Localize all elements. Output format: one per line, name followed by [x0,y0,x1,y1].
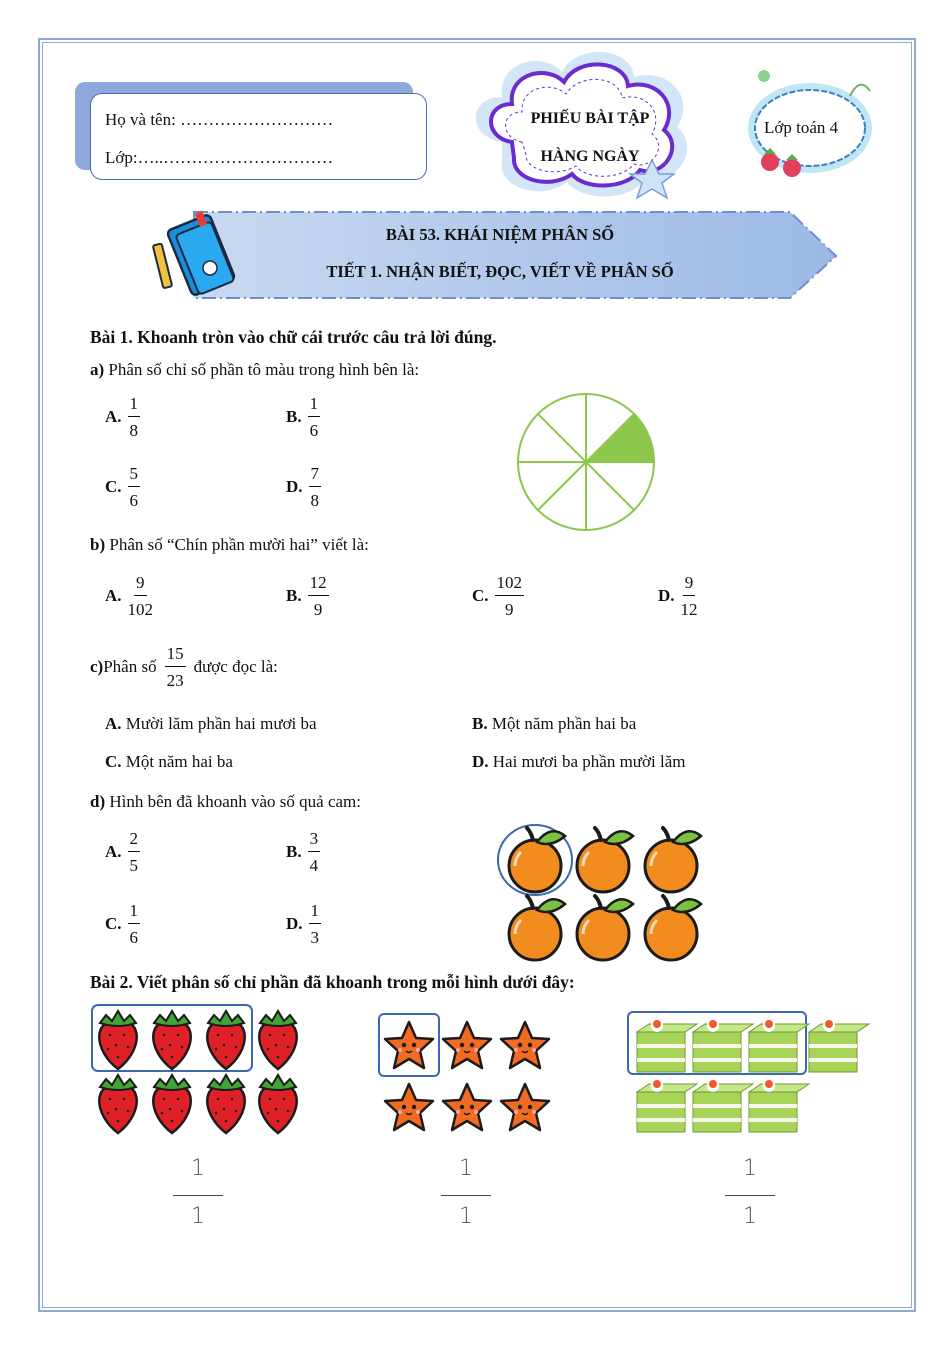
denominator: 9 [313,600,323,619]
denominator: 8 [310,491,320,510]
grade-label: Lớp toán 4 [764,118,839,137]
fraction [128,465,141,509]
numerator: 9 [683,574,696,596]
fraction [128,574,154,618]
cakes-figure [625,1008,875,1138]
fraction [495,574,525,618]
question-1c-pre: Phân số [103,657,157,676]
book-icon [152,208,242,304]
question-1d [90,792,361,812]
option-1a-C[interactable] [105,465,140,509]
option-letter: D. [286,477,303,496]
denominator: 4 [309,856,319,875]
option-letter: B. [472,714,488,733]
option-letter: C. [472,586,489,605]
numerator: 2 [128,830,141,852]
option-letter: A. [105,586,122,605]
title-banner [190,210,840,302]
cloud-line1: PHIẾU BÀI TẬP [530,110,650,127]
question-1a-text: Phân số chỉ số phần tô màu trong hình bên là: [104,360,420,379]
answer-fraction-cakes[interactable] [725,1156,775,1229]
option-text: Mười lăm phần hai mươi ba [125,714,317,733]
denominator: 1 [191,1204,205,1229]
question-1c [90,645,278,689]
denominator: 1 [459,1204,473,1229]
oranges-figure [495,822,715,967]
numerator: 9 [134,574,147,596]
option-letter: D. [658,586,675,605]
strawberries-figure [88,1003,308,1139]
option-1a-A[interactable] [105,395,140,439]
denominator: 12 [680,600,698,619]
lesson-subtitle: TIẾT 1. NHẬN BIẾT, ĐỌC, VIẾT VỀ PHÂN SỐ [326,262,674,281]
option-1b-C[interactable] [472,574,524,618]
option-1b-D[interactable] [658,574,698,618]
fraction [309,465,322,509]
option-letter: C. [105,752,122,771]
fraction [128,830,141,874]
option-1c-C[interactable] [105,752,233,772]
numerator: 1 [459,1156,473,1181]
student-class-field[interactable]: Lớp:…..………………………… [105,148,334,167]
question-1b [90,535,369,555]
denominator: 1 [743,1204,757,1229]
option-letter: D. [472,752,489,771]
option-1c-B[interactable] [472,714,636,734]
option-1a-D[interactable] [286,465,321,509]
fraction [308,574,329,618]
denominator: 6 [129,928,139,947]
fraction [681,574,698,618]
pie-eighths [512,388,660,536]
option-1d-C[interactable] [105,902,140,946]
option-letter: A. [105,407,122,426]
option-letter: A. [105,714,122,733]
denominator: 5 [129,856,139,875]
option-1b-B[interactable] [286,574,329,618]
question-1c-post: được đọc là: [193,657,278,676]
denominator: 23 [166,671,184,690]
option-1a-B[interactable] [286,395,320,439]
option-letter: C. [105,914,122,933]
answer-fraction-starfish[interactable] [441,1156,491,1229]
option-text: Một năm phần hai ba [491,714,637,733]
question-1a-label: a) [90,360,105,379]
lesson-title: BÀI 53. KHÁI NIỆM PHÂN SỐ [385,225,615,244]
option-1d-B[interactable] [286,830,320,874]
denominator: 6 [129,491,139,510]
option-text: Một năm hai ba [125,752,233,771]
exercise-2-title: Bài 2. Viết phân số chỉ phần đã khoanh trong mỗi hình dưới đây: [90,972,575,992]
fraction [309,902,322,946]
fraction [308,830,321,874]
question-1b-label: b) [90,535,106,554]
question-1a [90,360,419,380]
option-1d-A[interactable] [105,830,140,874]
question-1c-label: c) [90,657,104,676]
option-1b-A[interactable] [105,574,153,618]
starfish-figure [375,1010,565,1140]
option-letter: A. [105,842,122,861]
option-letter: D. [286,914,303,933]
denominator: 3 [310,928,320,947]
numerator: 1 [308,395,321,417]
fraction [128,902,141,946]
cloud-line2: HÀNG NGÀY [540,148,640,165]
numerator: 12 [308,574,329,596]
numerator: 1 [128,902,141,924]
fraction [308,395,321,439]
question-1d-text: Hình bên đã khoanh vào số quả cam: [105,792,362,811]
option-1c-A[interactable] [105,714,317,734]
option-letter: B. [286,586,302,605]
question-1d-label: d) [90,792,106,811]
exercise-1-title: Bài 1. Khoanh tròn vào chữ cái trước câu trả lời đúng. [90,327,497,347]
numerator: 15 [165,645,186,667]
student-name-field[interactable]: Họ và tên: ……………………… [105,110,334,129]
numerator: 5 [128,465,141,487]
option-1d-D[interactable] [286,902,321,946]
fraction [165,645,186,689]
numerator: 1 [309,902,322,924]
denominator: 102 [127,600,154,619]
option-letter: B. [286,842,302,861]
option-letter: B. [286,407,302,426]
denominator: 9 [505,600,514,619]
option-text: Hai mươi ba phần mười lăm [492,752,686,771]
option-1c-D[interactable] [472,752,685,772]
question-1b-text: Phân số “Chín phần mười hai” viết là: [105,535,369,554]
numerator: 102 [495,574,525,596]
fraction [128,395,141,439]
denominator: 8 [129,421,139,440]
numerator: 7 [309,465,322,487]
option-letter: C. [105,477,122,496]
numerator: 1 [128,395,141,417]
numerator: 1 [743,1156,757,1181]
numerator: 1 [191,1156,205,1181]
denominator: 6 [309,421,319,440]
answer-fraction-strawberries[interactable] [173,1156,223,1229]
numerator: 3 [308,830,321,852]
